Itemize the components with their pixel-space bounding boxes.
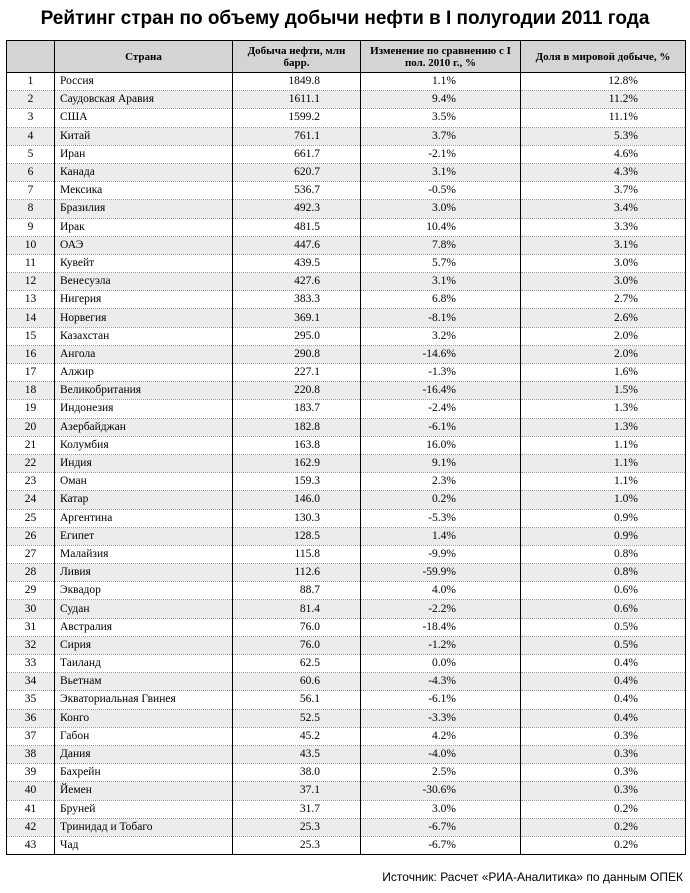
share-cell: 0.6% — [521, 600, 686, 618]
rank-cell: 27 — [7, 545, 55, 563]
share-cell: 11.2% — [521, 91, 686, 109]
header-change: Изменение по сравнению с I пол. 2010 г., % — [361, 41, 521, 73]
share-cell: 0.8% — [521, 545, 686, 563]
share-cell: 0.4% — [521, 709, 686, 727]
rank-cell: 41 — [7, 800, 55, 818]
rank-cell: 15 — [7, 327, 55, 345]
rank-cell: 6 — [7, 163, 55, 181]
country-cell: Норвегия — [55, 309, 233, 327]
table-row — [7, 254, 686, 272]
ranking-table-container — [6, 40, 685, 855]
table-row — [7, 182, 686, 200]
share-cell: 0.6% — [521, 582, 686, 600]
share-cell: 0.3% — [521, 782, 686, 800]
table-row — [7, 491, 686, 509]
rank-cell: 13 — [7, 291, 55, 309]
production-cell: 38.0 — [233, 764, 361, 782]
table-row — [7, 527, 686, 545]
share-cell: 0.3% — [521, 764, 686, 782]
country-cell: США — [55, 109, 233, 127]
country-cell: Азербайджан — [55, 418, 233, 436]
share-cell: 5.3% — [521, 127, 686, 145]
change-cell: -2.2% — [361, 600, 521, 618]
country-cell: Чад — [55, 836, 233, 854]
share-cell: 2.0% — [521, 327, 686, 345]
share-cell: 11.1% — [521, 109, 686, 127]
country-cell: Судан — [55, 600, 233, 618]
header-country: Страна — [55, 41, 233, 73]
production-cell: 162.9 — [233, 454, 361, 472]
table-row — [7, 800, 686, 818]
rank-cell: 22 — [7, 454, 55, 472]
country-cell: Йемен — [55, 782, 233, 800]
change-cell: -6.7% — [361, 818, 521, 836]
rank-cell: 2 — [7, 91, 55, 109]
production-cell: 112.6 — [233, 564, 361, 582]
country-cell: Алжир — [55, 364, 233, 382]
table-row — [7, 109, 686, 127]
rank-cell: 38 — [7, 745, 55, 763]
share-cell: 0.4% — [521, 673, 686, 691]
share-cell: 1.1% — [521, 436, 686, 454]
change-cell: 10.4% — [361, 218, 521, 236]
change-cell: -2.4% — [361, 400, 521, 418]
country-cell: Ангола — [55, 345, 233, 363]
rank-cell: 17 — [7, 364, 55, 382]
production-cell: 159.3 — [233, 473, 361, 491]
country-cell: Аргентина — [55, 509, 233, 527]
country-cell: ОАЭ — [55, 236, 233, 254]
table-row — [7, 273, 686, 291]
production-cell: 115.8 — [233, 545, 361, 563]
change-cell: 4.0% — [361, 582, 521, 600]
country-cell: Египет — [55, 527, 233, 545]
country-cell: Австралия — [55, 618, 233, 636]
rank-cell: 42 — [7, 818, 55, 836]
rank-cell: 35 — [7, 691, 55, 709]
production-cell: 128.5 — [233, 527, 361, 545]
production-cell: 369.1 — [233, 309, 361, 327]
share-cell: 0.9% — [521, 509, 686, 527]
country-cell: Бразилия — [55, 200, 233, 218]
share-cell: 0.3% — [521, 745, 686, 763]
table-header-row — [7, 41, 686, 73]
rank-cell: 32 — [7, 636, 55, 654]
change-cell: 9.1% — [361, 454, 521, 472]
change-cell: -16.4% — [361, 382, 521, 400]
production-cell: 88.7 — [233, 582, 361, 600]
rank-cell: 20 — [7, 418, 55, 436]
change-cell: 3.0% — [361, 800, 521, 818]
country-cell: Канада — [55, 163, 233, 181]
change-cell: 3.1% — [361, 273, 521, 291]
rank-cell: 36 — [7, 709, 55, 727]
country-cell: Колумбия — [55, 436, 233, 454]
production-cell: 661.7 — [233, 145, 361, 163]
table-row — [7, 709, 686, 727]
rank-cell: 12 — [7, 273, 55, 291]
table-row — [7, 727, 686, 745]
share-cell: 4.3% — [521, 163, 686, 181]
rank-cell: 43 — [7, 836, 55, 854]
change-cell: 9.4% — [361, 91, 521, 109]
production-cell: 183.7 — [233, 400, 361, 418]
table-row — [7, 218, 686, 236]
share-cell: 3.1% — [521, 236, 686, 254]
table-row — [7, 291, 686, 309]
production-cell: 1611.1 — [233, 91, 361, 109]
production-cell: 383.3 — [233, 291, 361, 309]
page-title: Рейтинг стран по объему добычи нефти в I полугодии 2011 года — [40, 8, 650, 29]
country-cell: Мексика — [55, 182, 233, 200]
country-cell: Габон — [55, 727, 233, 745]
table-row — [7, 509, 686, 527]
production-cell: 76.0 — [233, 618, 361, 636]
ranking-table — [6, 40, 686, 855]
production-cell: 439.5 — [233, 254, 361, 272]
rank-cell: 4 — [7, 127, 55, 145]
table-row — [7, 836, 686, 854]
change-cell: -9.9% — [361, 545, 521, 563]
share-cell: 0.8% — [521, 564, 686, 582]
change-cell: -6.1% — [361, 691, 521, 709]
production-cell: 146.0 — [233, 491, 361, 509]
production-cell: 290.8 — [233, 345, 361, 363]
table-row — [7, 691, 686, 709]
rank-cell: 31 — [7, 618, 55, 636]
production-cell: 620.7 — [233, 163, 361, 181]
table-row — [7, 655, 686, 673]
share-cell: 3.0% — [521, 273, 686, 291]
table-row — [7, 236, 686, 254]
table-row — [7, 145, 686, 163]
change-cell: 7.8% — [361, 236, 521, 254]
share-cell: 12.8% — [521, 73, 686, 91]
share-cell: 0.4% — [521, 655, 686, 673]
change-cell: -2.1% — [361, 145, 521, 163]
change-cell: -59.9% — [361, 564, 521, 582]
rank-cell: 37 — [7, 727, 55, 745]
share-cell: 0.5% — [521, 618, 686, 636]
table-row — [7, 382, 686, 400]
production-cell: 447.6 — [233, 236, 361, 254]
change-cell: 3.0% — [361, 200, 521, 218]
share-cell: 0.2% — [521, 818, 686, 836]
country-cell: Саудовская Аравия — [55, 91, 233, 109]
production-cell: 31.7 — [233, 800, 361, 818]
rank-cell: 34 — [7, 673, 55, 691]
production-cell: 25.3 — [233, 836, 361, 854]
table-row — [7, 745, 686, 763]
change-cell: -4.3% — [361, 673, 521, 691]
share-cell: 2.0% — [521, 345, 686, 363]
production-cell: 62.5 — [233, 655, 361, 673]
rank-cell: 18 — [7, 382, 55, 400]
table-row — [7, 618, 686, 636]
table-row — [7, 309, 686, 327]
production-cell: 536.7 — [233, 182, 361, 200]
share-cell: 1.3% — [521, 400, 686, 418]
table-row — [7, 327, 686, 345]
country-cell: Ирак — [55, 218, 233, 236]
production-cell: 25.3 — [233, 818, 361, 836]
change-cell: 1.4% — [361, 527, 521, 545]
change-cell: 3.5% — [361, 109, 521, 127]
table-row — [7, 163, 686, 181]
table-row — [7, 818, 686, 836]
rank-cell: 1 — [7, 73, 55, 91]
rank-cell: 7 — [7, 182, 55, 200]
change-cell: 2.5% — [361, 764, 521, 782]
production-cell: 60.6 — [233, 673, 361, 691]
rank-cell: 24 — [7, 491, 55, 509]
country-cell: Тринидад и Тобаго — [55, 818, 233, 836]
country-cell: Конго — [55, 709, 233, 727]
country-cell: Великобритания — [55, 382, 233, 400]
production-cell: 220.8 — [233, 382, 361, 400]
share-cell: 0.2% — [521, 836, 686, 854]
country-cell: Таиланд — [55, 655, 233, 673]
table-row — [7, 345, 686, 363]
table-row — [7, 564, 686, 582]
rank-cell: 14 — [7, 309, 55, 327]
country-cell: Венесуэла — [55, 273, 233, 291]
country-cell: Китай — [55, 127, 233, 145]
country-cell: Россия — [55, 73, 233, 91]
rank-cell: 30 — [7, 600, 55, 618]
production-cell: 295.0 — [233, 327, 361, 345]
share-cell: 0.3% — [521, 727, 686, 745]
change-cell: 5.7% — [361, 254, 521, 272]
rank-cell: 25 — [7, 509, 55, 527]
production-cell: 37.1 — [233, 782, 361, 800]
table-row — [7, 418, 686, 436]
share-cell: 1.1% — [521, 473, 686, 491]
table-row — [7, 545, 686, 563]
share-cell: 0.9% — [521, 527, 686, 545]
rank-cell: 11 — [7, 254, 55, 272]
share-cell: 2.6% — [521, 309, 686, 327]
change-cell: -8.1% — [361, 309, 521, 327]
rank-cell: 3 — [7, 109, 55, 127]
share-cell: 4.6% — [521, 145, 686, 163]
production-cell: 52.5 — [233, 709, 361, 727]
table-row — [7, 73, 686, 91]
rank-cell: 29 — [7, 582, 55, 600]
table-row — [7, 127, 686, 145]
change-cell: -14.6% — [361, 345, 521, 363]
rank-cell: 39 — [7, 764, 55, 782]
share-cell: 0.2% — [521, 800, 686, 818]
share-cell: 0.4% — [521, 691, 686, 709]
rank-cell: 16 — [7, 345, 55, 363]
change-cell: 0.0% — [361, 655, 521, 673]
change-cell: 3.1% — [361, 163, 521, 181]
change-cell: -1.3% — [361, 364, 521, 382]
table-row — [7, 91, 686, 109]
change-cell: -6.7% — [361, 836, 521, 854]
country-cell: Катар — [55, 491, 233, 509]
production-cell: 81.4 — [233, 600, 361, 618]
country-cell: Вьетнам — [55, 673, 233, 691]
rank-cell: 8 — [7, 200, 55, 218]
production-cell: 43.5 — [233, 745, 361, 763]
rank-cell: 26 — [7, 527, 55, 545]
production-cell: 56.1 — [233, 691, 361, 709]
table-row — [7, 600, 686, 618]
country-cell: Сирия — [55, 636, 233, 654]
table-row — [7, 582, 686, 600]
table-row — [7, 200, 686, 218]
production-cell: 76.0 — [233, 636, 361, 654]
country-cell: Иран — [55, 145, 233, 163]
country-cell: Оман — [55, 473, 233, 491]
rank-cell: 33 — [7, 655, 55, 673]
change-cell: 1.1% — [361, 73, 521, 91]
rank-cell: 19 — [7, 400, 55, 418]
change-cell: -30.6% — [361, 782, 521, 800]
share-cell: 1.5% — [521, 382, 686, 400]
share-cell: 3.4% — [521, 200, 686, 218]
header-share: Доля в мировой добыче, % — [521, 41, 686, 73]
change-cell: 0.2% — [361, 491, 521, 509]
rank-cell: 5 — [7, 145, 55, 163]
production-cell: 481.5 — [233, 218, 361, 236]
country-cell: Индонезия — [55, 400, 233, 418]
source-note: Источник: Расчет «РИА-Аналитика» по данным ОПЕК — [382, 870, 683, 884]
rank-cell: 9 — [7, 218, 55, 236]
country-cell: Кувейт — [55, 254, 233, 272]
rank-cell: 10 — [7, 236, 55, 254]
country-cell: Эквадор — [55, 582, 233, 600]
share-cell: 3.3% — [521, 218, 686, 236]
country-cell: Бахрейн — [55, 764, 233, 782]
table-row — [7, 764, 686, 782]
country-cell: Бруней — [55, 800, 233, 818]
table-row — [7, 782, 686, 800]
production-cell: 227.1 — [233, 364, 361, 382]
share-cell: 1.6% — [521, 364, 686, 382]
share-cell: 3.7% — [521, 182, 686, 200]
country-cell: Индия — [55, 454, 233, 472]
table-row — [7, 473, 686, 491]
production-cell: 427.6 — [233, 273, 361, 291]
change-cell: -4.0% — [361, 745, 521, 763]
table-row — [7, 436, 686, 454]
country-cell: Экваториальная Гвинея — [55, 691, 233, 709]
rank-cell: 28 — [7, 564, 55, 582]
change-cell: 4.2% — [361, 727, 521, 745]
table-row — [7, 400, 686, 418]
country-cell: Нигерия — [55, 291, 233, 309]
share-cell: 3.0% — [521, 254, 686, 272]
share-cell: 2.7% — [521, 291, 686, 309]
change-cell: -18.4% — [361, 618, 521, 636]
production-cell: 130.3 — [233, 509, 361, 527]
header-production: Добыча нефти, млн барр. — [233, 41, 361, 73]
country-cell: Дания — [55, 745, 233, 763]
change-cell: -5.3% — [361, 509, 521, 527]
production-cell: 182.8 — [233, 418, 361, 436]
change-cell: 3.2% — [361, 327, 521, 345]
change-cell: -3.3% — [361, 709, 521, 727]
production-cell: 45.2 — [233, 727, 361, 745]
country-cell: Малайзия — [55, 545, 233, 563]
share-cell: 1.1% — [521, 454, 686, 472]
table-body — [7, 73, 686, 855]
table-row — [7, 673, 686, 691]
production-cell: 1849.8 — [233, 73, 361, 91]
share-cell: 1.0% — [521, 491, 686, 509]
header-rank — [7, 41, 55, 73]
change-cell: -1.2% — [361, 636, 521, 654]
rank-cell: 21 — [7, 436, 55, 454]
share-cell: 1.3% — [521, 418, 686, 436]
table-row — [7, 454, 686, 472]
production-cell: 761.1 — [233, 127, 361, 145]
change-cell: -0.5% — [361, 182, 521, 200]
rank-cell: 23 — [7, 473, 55, 491]
production-cell: 163.8 — [233, 436, 361, 454]
change-cell: 16.0% — [361, 436, 521, 454]
change-cell: -6.1% — [361, 418, 521, 436]
country-cell: Казахстан — [55, 327, 233, 345]
change-cell: 3.7% — [361, 127, 521, 145]
production-cell: 1599.2 — [233, 109, 361, 127]
table-row — [7, 364, 686, 382]
change-cell: 6.8% — [361, 291, 521, 309]
country-cell: Ливия — [55, 564, 233, 582]
table-row — [7, 636, 686, 654]
rank-cell: 40 — [7, 782, 55, 800]
production-cell: 492.3 — [233, 200, 361, 218]
change-cell: 2.3% — [361, 473, 521, 491]
share-cell: 0.5% — [521, 636, 686, 654]
